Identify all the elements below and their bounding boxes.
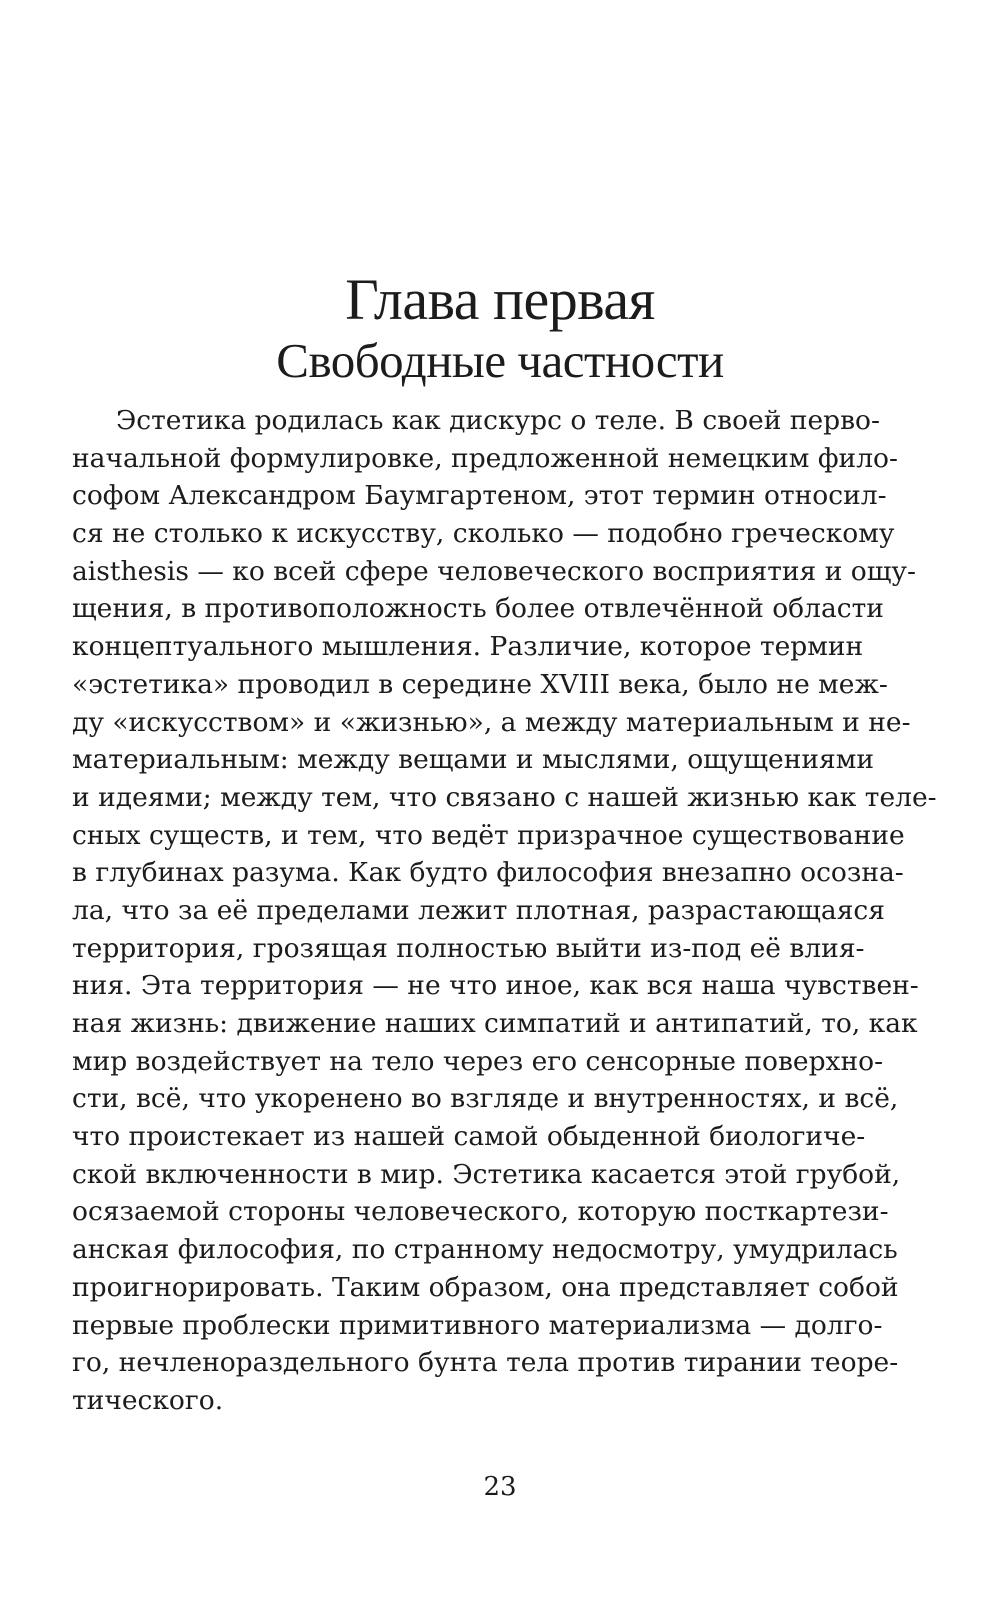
text-line: щения, в противоположность более отвлечённой области bbox=[72, 593, 884, 625]
text-line: ся не столько к искусству, сколько — подобно греческому bbox=[72, 518, 895, 550]
text-line: тического. bbox=[72, 1384, 224, 1416]
text-line: осязаемой стороны человеческого, которую посткартези- bbox=[72, 1196, 889, 1228]
chapter-title: Свободные частности bbox=[276, 333, 724, 389]
text-line: ная жизнь: движение наших симпатий и антипатий, то, как bbox=[72, 1008, 918, 1039]
text-line: го, нечленораздельного бунта тела против тирании теоре- bbox=[72, 1347, 899, 1379]
text-line: ла, что за её пределами лежит плотная, разрастающаяся bbox=[72, 894, 885, 926]
text-line: материальным: между вещами и мыслями, ощущениями bbox=[72, 744, 875, 776]
text-line: территория, грозящая полностью выйти из-под её влия- bbox=[72, 932, 865, 964]
page-number: 23 bbox=[483, 1472, 517, 1502]
text-line: aisthesis — ко всей сфере человеческого восприятия и ощу- bbox=[72, 555, 916, 587]
text-line: первые проблески примитивного материализма — долго- bbox=[72, 1309, 883, 1341]
text-line: проигнорировать. Таким образом, она представляет собой bbox=[72, 1271, 899, 1303]
chapter-number: Глава первая bbox=[345, 267, 655, 333]
body-paragraph bbox=[72, 402, 937, 1420]
text-line: «эстетика» проводил в середине XVIII века, было не меж- bbox=[72, 668, 888, 700]
text-line: ду «искусством» и «жизнью», а между материальным и не- bbox=[72, 706, 911, 738]
text-line: анская философия, по странному недосмотру, умудрилась bbox=[72, 1234, 898, 1266]
text-line: сти, всё, что укоренено во взгляде и внутренностях, и всё, bbox=[72, 1083, 899, 1115]
text-line: концептуального мышления. Различие, которое термин bbox=[72, 631, 864, 663]
text-line: начальной формулировке, предложенной немецким фило- bbox=[72, 442, 898, 474]
text-line: софом Александром Баумгартеном, этот термин относил- bbox=[72, 480, 887, 512]
text-line: сных существ, и тем, что ведёт призрачное существование bbox=[72, 819, 905, 851]
text-line: что проистекает из нашей самой обыденной биологиче- bbox=[72, 1121, 866, 1153]
text-line: и идеями; между тем, что связано с нашей жизнью как теле- bbox=[72, 781, 937, 813]
text-line: ния. Эта территория — не что иное, как вся наша чувствен- bbox=[72, 970, 919, 1002]
text-line: мир воздействует на тело через его сенсорные поверхно- bbox=[72, 1045, 884, 1077]
text-line: Эстетика родилась как дискурс о теле. В своей перво- bbox=[116, 405, 880, 436]
chapter-heading bbox=[0, 269, 1000, 389]
text-line: ской включенности в мир. Эстетика касается этой грубой, bbox=[72, 1158, 901, 1190]
text-line: в глубинах разума. Как будто философия внезапно осозна- bbox=[72, 857, 904, 889]
